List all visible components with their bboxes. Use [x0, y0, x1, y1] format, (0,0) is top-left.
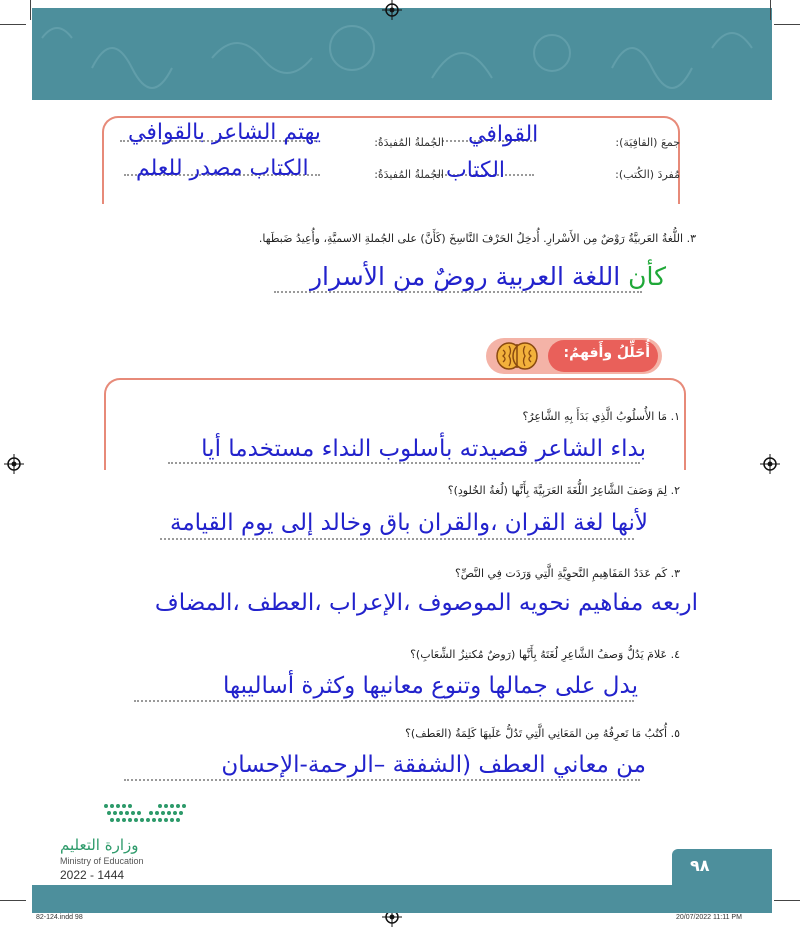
footer-band [32, 885, 772, 913]
crop-mark [774, 900, 800, 901]
page-number-tab [672, 849, 772, 885]
answer-4: يدل على جمالها وتنوع معانيها وكثرة أساليبها [222, 673, 638, 699]
ministry-logo-icon [100, 800, 190, 830]
exercise-answer [310, 262, 666, 291]
brain-icon [494, 340, 540, 372]
file-info-left: 82-124.indd 98 [36, 914, 83, 921]
answer-5: من معاني العطف (الشفقة –الرحمة-الإحسان [221, 752, 646, 778]
sentence-label: الجُملةُ المُفيدَةُ: [374, 136, 444, 149]
header-pattern [32, 8, 772, 100]
answer-2: لأنها لغة القران ،والقران باق وخالد إلى يوم القيامة [170, 510, 648, 536]
registration-mark-top [382, 0, 402, 20]
answer-line [160, 538, 634, 540]
answer-3: اربعه مفاهيم نحويه الموصوف ،الإعراب ،العطف ،المضاف [154, 590, 698, 616]
plural-label: جمعَ (القافِيَة): [615, 136, 680, 149]
answer-line [134, 700, 634, 702]
registration-mark-right [760, 454, 780, 474]
answer-line [168, 462, 640, 464]
singular-label: مُفردَ (الكُتب): [615, 168, 680, 181]
exercise-question: ٣. اللُّغةُ العَربيَّةُ رَوْضٌ مِن الأَسْرارِ. أُدخِلُ الحَرْفَ النَّاسِخَ (كَأَنَّ) على الجُملةِ الاسميَّةِ، وأُعِيدُ ضَبطَها. [258, 232, 696, 245]
answer-sentence: الكتاب مصدر للعلم [136, 156, 309, 181]
ministry-name-ar: وزارة التعليم [60, 836, 139, 854]
section-title: أُحَلِّلُ وأَفهمُ: [563, 345, 650, 361]
answer-word: القوافي [468, 122, 539, 147]
page-number: ٩٨ [690, 856, 710, 875]
sentence-label: الجُملةُ المُفيدَةُ: [374, 168, 444, 181]
question-1: ١. مَا الأُسلُوبُ الَّذِي بَدَأَ بِهِ الشَّاعِرُ؟ [522, 410, 680, 423]
ministry-name-en: Ministry of Education [60, 856, 144, 866]
crop-mark [770, 0, 771, 20]
file-info-right: 20/07/2022 11:11 PM [676, 914, 742, 921]
answer-1: بداء الشاعر قصيدته بأسلوب النداء مستخدما أيا [201, 436, 646, 462]
crop-mark [0, 900, 26, 901]
registration-mark-left [4, 454, 24, 474]
crop-mark [30, 0, 31, 20]
answer-line [274, 291, 642, 293]
answer-line [124, 779, 640, 781]
answer-word: الكتاب [446, 158, 506, 183]
question-5: ٥. أُكتُبُ مَا تَعرِفُهُ مِن المَعَانِي الَّتِي تَدُلُّ عَلَيهَا كَلِمَةُ (العَطف)؟ [405, 727, 680, 740]
question-4: ٤. عَلامَ يَدُلُّ وَصفُ الشَّاعِرِ لُغَتَهُ بِأَنَّها (رَوضٌ مُكتنِزُ الشِّعَابِ)؟ [410, 648, 680, 661]
crop-mark [774, 24, 800, 25]
question-2: ٢. لِمَ وَصَفَ الشَّاعِرُ اللُّغَةَ العَرَبِيَّةَ بِأَنَّها (لُغةُ الخُلودِ)؟ [447, 484, 680, 497]
question-3: ٣. كَم عَدَدُ المَفَاهِيمِ النَّحوِيَّةِ الَّتِي وَرَدَت فِي النَّصِّ؟ [454, 567, 680, 580]
edition-year: 2022 - 1444 [60, 868, 125, 882]
answer-green-word: كأن [628, 262, 666, 291]
crop-mark [0, 24, 26, 25]
answer-sentence: يهتم الشاعر بالقوافي [128, 120, 321, 145]
answer-blue-text: اللغة العربية روضٌ من الأسرار [309, 262, 621, 291]
